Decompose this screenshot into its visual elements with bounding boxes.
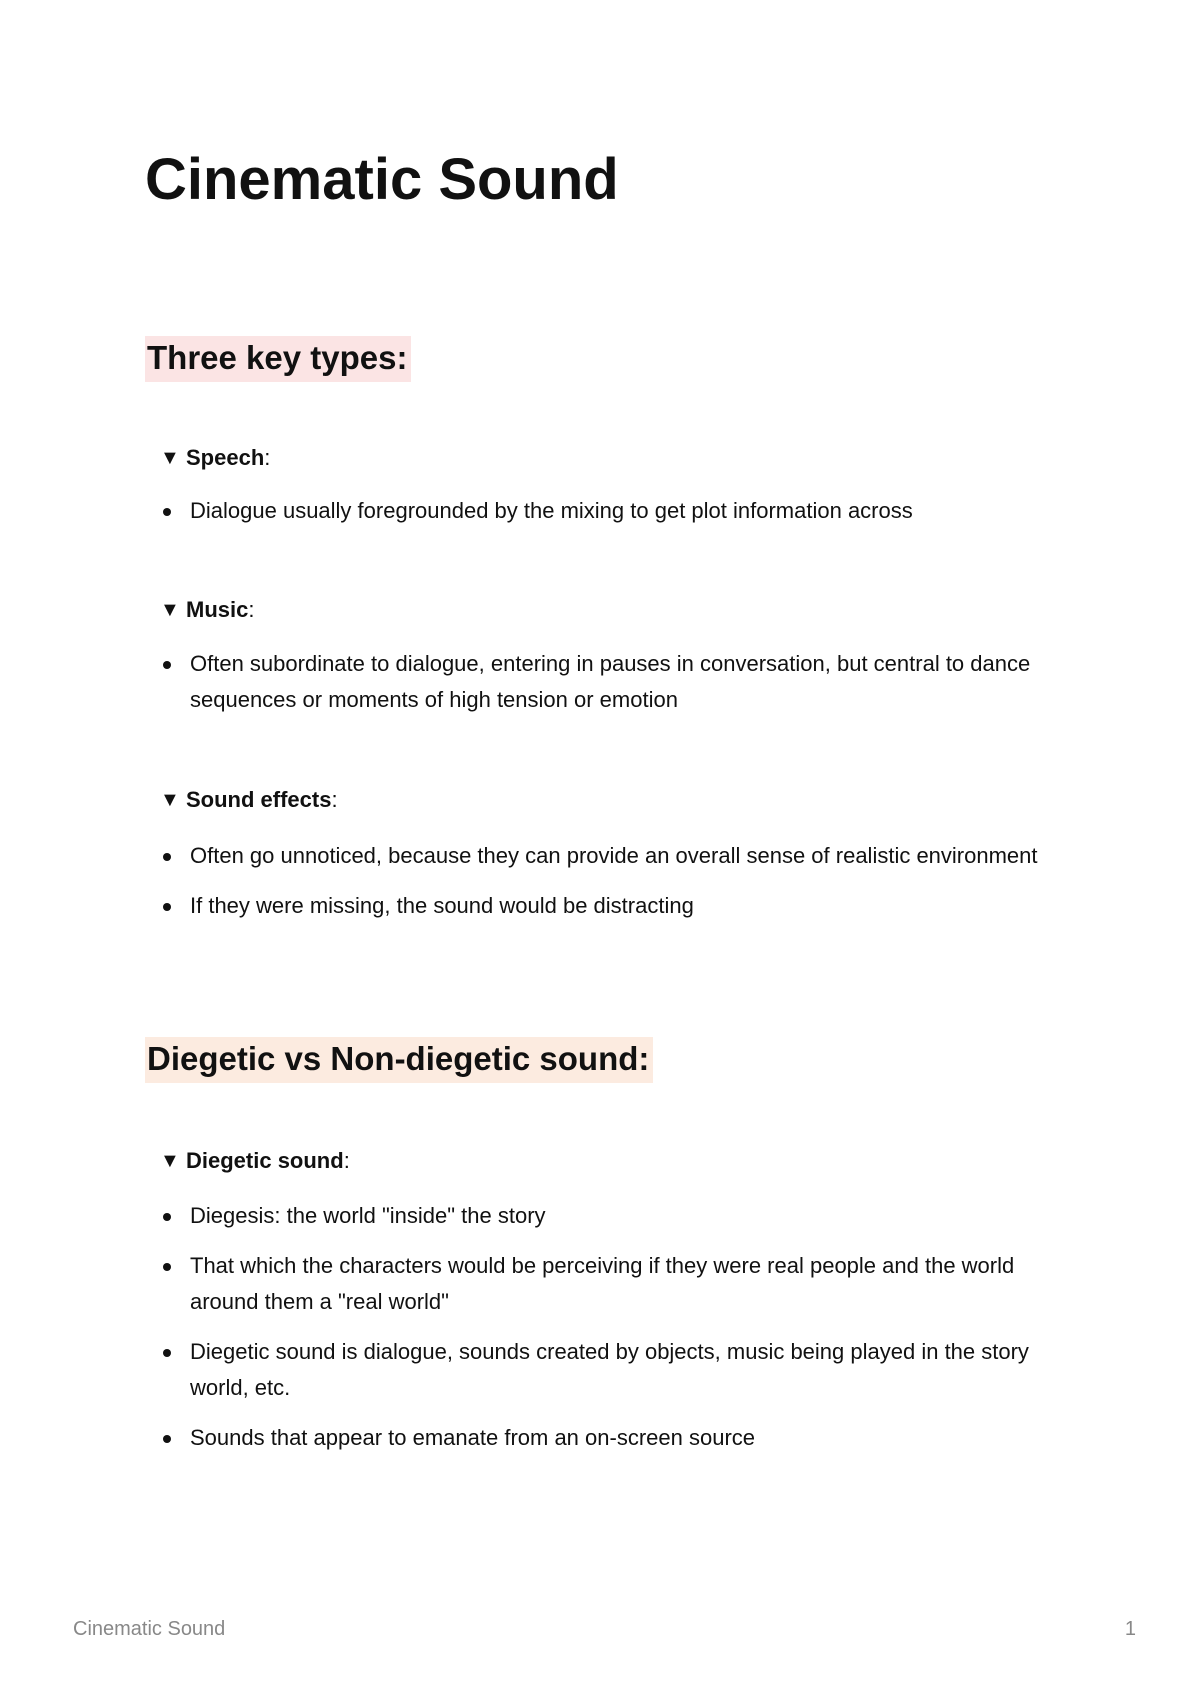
triangle-down-icon[interactable]: ▼ [160,447,180,470]
footer-doc-name: Cinematic Sound [73,1618,226,1640]
toggle-label: Diegetic sound: [186,1148,350,1173]
list-item: Diegetic sound is dialogue, sounds created by objects, music being played in the story world, etc. [160,1334,1080,1406]
bullet-dot-icon [163,903,171,911]
toggle-label: Music: [186,597,255,622]
bullet-dot-icon [163,508,171,516]
bullet-dot-icon [163,661,171,669]
list-item: If they were missing, the sound would be distracting [160,888,1080,924]
list-item: Diegesis: the world "inside" the story [160,1198,1080,1234]
toggle-label: Speech: [186,445,271,470]
triangle-down-icon[interactable]: ▼ [160,789,180,812]
list-item: Often subordinate to dialogue, entering in pauses in conversation, but central to dance sequences or moments of high tension or emotion [160,646,1080,718]
bullet-dot-icon [163,1213,171,1221]
bullet-dot-icon [163,1263,171,1271]
toggle-sound-effects[interactable] [160,786,338,815]
section-heading-three-key-types: Three key types: [145,336,411,382]
bullet-dot-icon [163,853,171,861]
page-title: Cinematic Sound [145,147,619,212]
toggle-speech[interactable] [160,444,270,473]
bullet-list-music [160,646,1080,732]
section-heading-diegetic: Diegetic vs Non-diegetic sound: [145,1037,653,1083]
list-item: Often go unnoticed, because they can provide an overall sense of realistic environment [160,838,1080,874]
bullet-dot-icon [163,1435,171,1443]
toggle-music[interactable] [160,596,254,625]
bullet-list-speech [160,493,1080,543]
bullet-list-diegetic-sound [160,1198,1080,1470]
triangle-down-icon[interactable]: ▼ [160,599,180,622]
footer-page-number: 1 [1124,1618,1136,1640]
toggle-label: Sound effects: [186,787,338,812]
bullet-list-sound-effects [160,838,1080,938]
toggle-diegetic-sound[interactable] [160,1147,350,1176]
bullet-dot-icon [163,1349,171,1357]
list-item: That which the characters would be perceiving if they were real people and the world around them a "real world" [160,1248,1080,1320]
triangle-down-icon[interactable]: ▼ [160,1150,180,1173]
list-item: Dialogue usually foregrounded by the mixing to get plot information across [160,493,1080,529]
list-item: Sounds that appear to emanate from an on-screen source [160,1420,1080,1456]
